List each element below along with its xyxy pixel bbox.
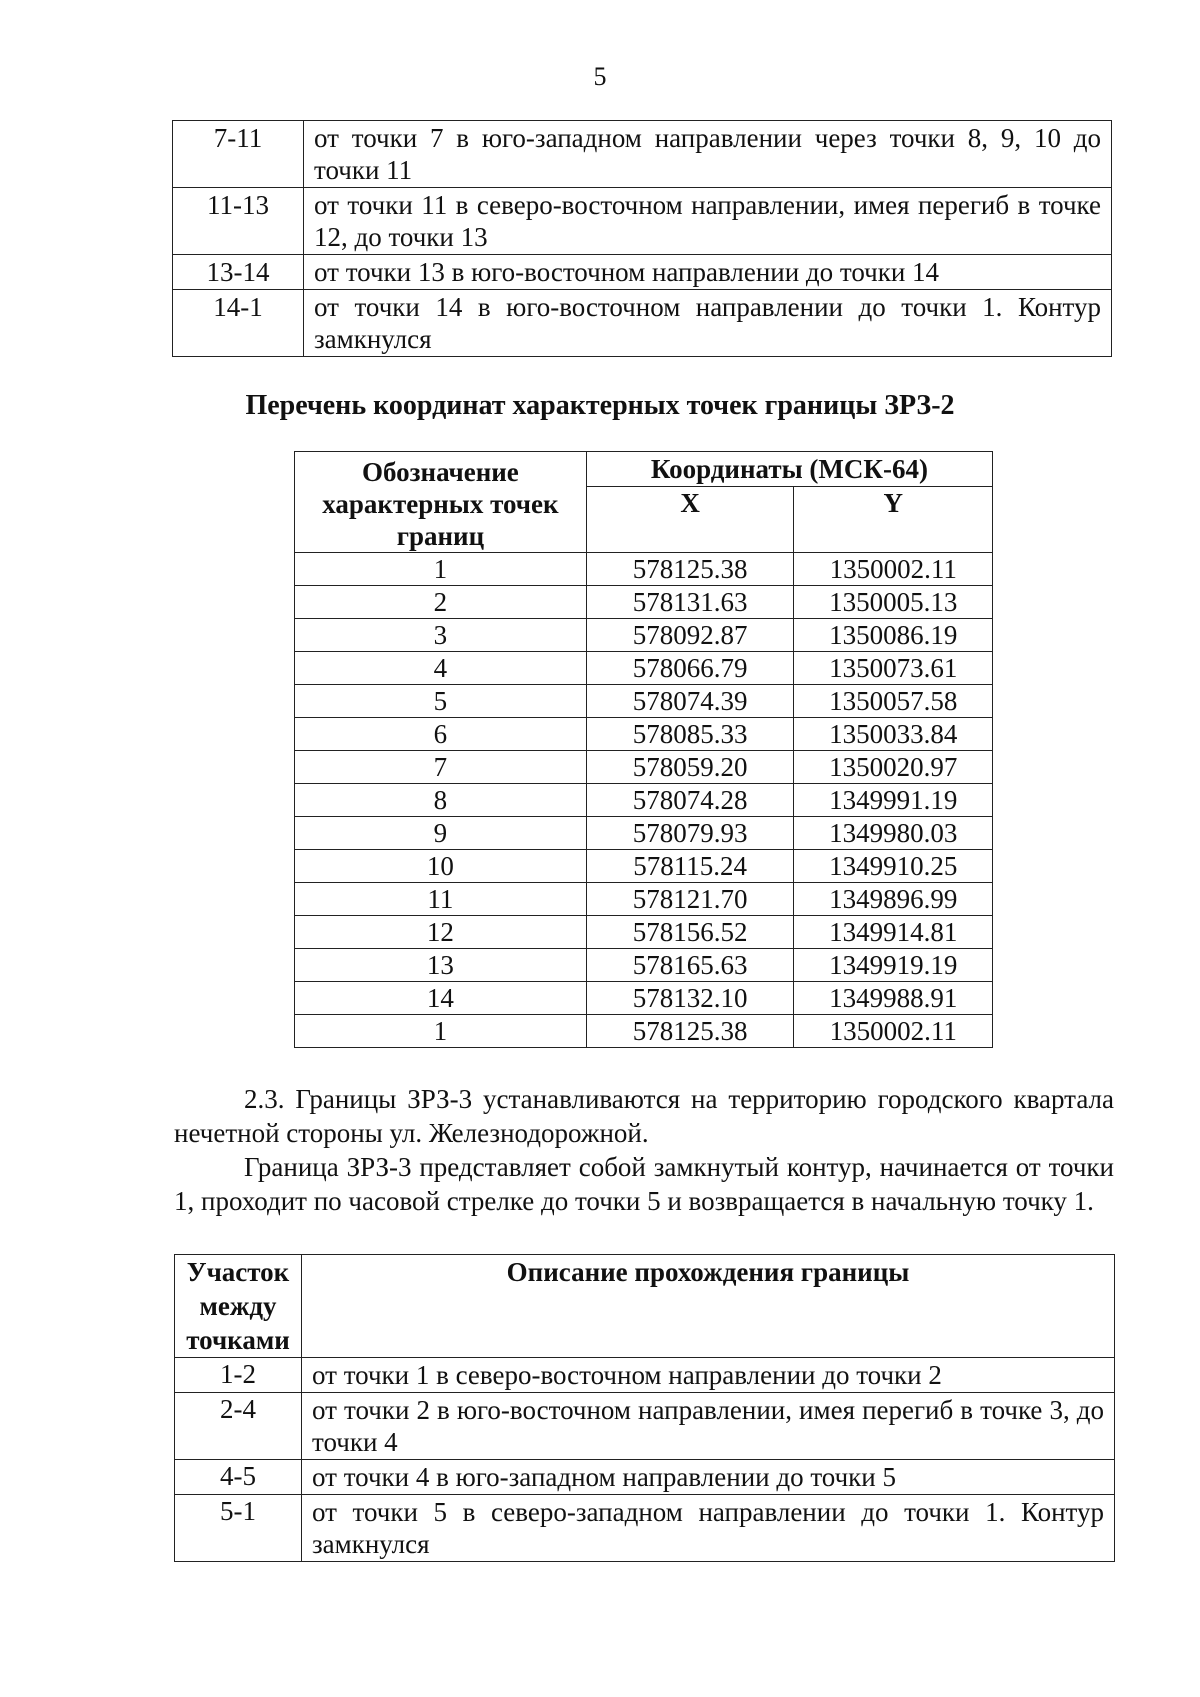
table-row (295, 685, 993, 718)
description-cell: от точки 1 в северо-восточном направлении до точки 2 (302, 1358, 1115, 1393)
x-cell: 578132.10 (586, 982, 794, 1015)
table-row (173, 121, 1112, 188)
header-point-designation: Обозначение характерных точек границ (295, 452, 587, 553)
coordinates-table (294, 451, 993, 1048)
table-row (175, 1460, 1115, 1495)
paragraph-2-3: 2.3. Границы ЗРЗ-3 устанавливаются на территорию городского квартала нечетной стороны ул. Железнодорожной. (174, 1084, 1114, 1148)
y-cell: 1349919.19 (794, 949, 993, 982)
segment-cell: 13-14 (173, 255, 304, 290)
point-cell: 4 (295, 652, 587, 685)
boundary-table-zrz2 (172, 120, 1112, 357)
segment-cell: 2-4 (175, 1393, 302, 1460)
table-row (295, 652, 993, 685)
table-row (175, 1358, 1115, 1393)
table-row (295, 850, 993, 883)
x-cell: 578125.38 (586, 1015, 794, 1048)
x-cell: 578079.93 (586, 817, 794, 850)
table-row (295, 619, 993, 652)
table-row (173, 255, 1112, 290)
x-cell: 578165.63 (586, 949, 794, 982)
point-cell: 1 (295, 553, 587, 586)
paragraph-contour: Граница ЗРЗ-3 представляет собой замкнутый контур, начинается от точки 1, проходит по часовой стрелке до точки 5 и возвращается в начальную точку 1. (174, 1152, 1114, 1216)
x-cell: 578074.28 (586, 784, 794, 817)
description-cell: от точки 4 в юго-западном направлении до точки 5 (302, 1460, 1115, 1495)
table-row (295, 1015, 993, 1048)
table-row (175, 1393, 1115, 1460)
table-row (173, 188, 1112, 255)
table-row (295, 949, 993, 982)
coordinates-title: Перечень координат характерных точек границы ЗРЗ-2 (245, 390, 955, 421)
segment-cell: 1-2 (175, 1358, 302, 1393)
y-cell: 1350057.58 (794, 685, 993, 718)
segment-cell: 11-13 (173, 188, 304, 255)
table-row (295, 982, 993, 1015)
x-cell: 578085.33 (586, 718, 794, 751)
description-cell: от точки 14 в юго-восточном направлении до точки 1. Контур замкнулся (304, 290, 1112, 357)
table-row (295, 817, 993, 850)
point-cell: 8 (295, 784, 587, 817)
y-cell: 1349991.19 (794, 784, 993, 817)
point-cell: 13 (295, 949, 587, 982)
point-cell: 12 (295, 916, 587, 949)
y-cell: 1350073.61 (794, 652, 993, 685)
segment-cell: 7-11 (173, 121, 304, 188)
y-cell: 1350033.84 (794, 718, 993, 751)
y-cell: 1350086.19 (794, 619, 993, 652)
point-cell: 7 (295, 751, 587, 784)
y-cell: 1349980.03 (794, 817, 993, 850)
table-row (295, 883, 993, 916)
point-cell: 9 (295, 817, 587, 850)
x-cell: 578131.63 (586, 586, 794, 619)
table-row (295, 751, 993, 784)
description-cell: от точки 13 в юго-восточном направлении до точки 14 (304, 255, 1112, 290)
point-cell: 14 (295, 982, 587, 1015)
x-cell: 578156.52 (586, 916, 794, 949)
point-cell: 10 (295, 850, 587, 883)
table-row (295, 916, 993, 949)
page-number: 5 (593, 62, 607, 91)
point-cell: 3 (295, 619, 587, 652)
table-row (295, 553, 993, 586)
point-cell: 5 (295, 685, 587, 718)
description-cell: от точки 7 в юго-западном направлении через точки 8, 9, 10 до точки 11 (304, 121, 1112, 188)
description-cell: от точки 5 в северо-западном направлении до точки 1. Контур замкнулся (302, 1495, 1115, 1562)
header-coordinates: Координаты (МСК-64) (586, 452, 992, 487)
description-cell: от точки 2 в юго-восточном направлении, имея перегиб в точке 3, до точки 4 (302, 1393, 1115, 1460)
segment-cell: 14-1 (173, 290, 304, 357)
header-description: Описание прохождения границы (302, 1255, 1115, 1358)
point-cell: 6 (295, 718, 587, 751)
x-cell: 578125.38 (586, 553, 794, 586)
header-segment: Участок между точками (175, 1255, 302, 1358)
segment-cell: 5-1 (175, 1495, 302, 1562)
x-cell: 578074.39 (586, 685, 794, 718)
table-row (295, 784, 993, 817)
header-y: Y (794, 486, 993, 552)
x-cell: 578066.79 (586, 652, 794, 685)
description-cell: от точки 11 в северо-восточном направлении, имея перегиб в точке 12, до точки 13 (304, 188, 1112, 255)
x-cell: 578059.20 (586, 751, 794, 784)
y-cell: 1349914.81 (794, 916, 993, 949)
x-cell: 578115.24 (586, 850, 794, 883)
x-cell: 578092.87 (586, 619, 794, 652)
table-row (295, 586, 993, 619)
y-cell: 1349988.91 (794, 982, 993, 1015)
y-cell: 1350005.13 (794, 586, 993, 619)
table-row (295, 718, 993, 751)
y-cell: 1350002.11 (794, 553, 993, 586)
boundary-table-zrz3 (174, 1254, 1115, 1562)
y-cell: 1349896.99 (794, 883, 993, 916)
point-cell: 11 (295, 883, 587, 916)
point-cell: 1 (295, 1015, 587, 1048)
y-cell: 1350002.11 (794, 1015, 993, 1048)
table-row (175, 1495, 1115, 1562)
header-x: X (586, 486, 794, 552)
y-cell: 1349910.25 (794, 850, 993, 883)
table-row (173, 290, 1112, 357)
point-cell: 2 (295, 586, 587, 619)
y-cell: 1350020.97 (794, 751, 993, 784)
x-cell: 578121.70 (586, 883, 794, 916)
segment-cell: 4-5 (175, 1460, 302, 1495)
